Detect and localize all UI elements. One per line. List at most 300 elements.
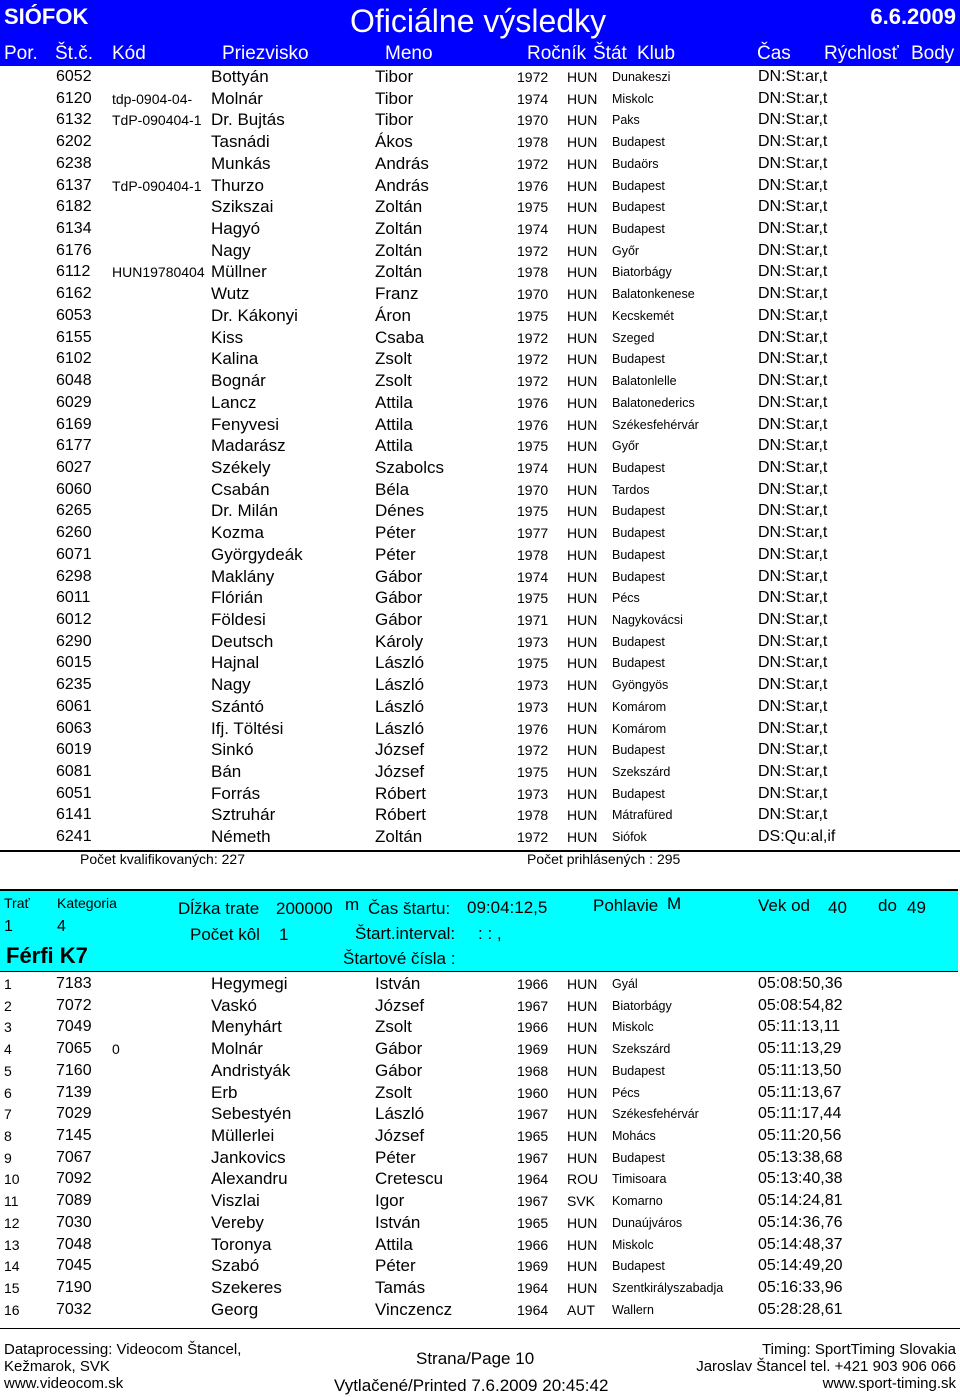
cell-year: 1976: [517, 416, 549, 433]
cell-year: 1972: [517, 155, 549, 172]
cell-club: Biatorbágy: [612, 265, 672, 280]
cell-year: 1978: [517, 546, 549, 563]
cell-year: 1973: [517, 785, 549, 802]
col-stc: Št.č.: [55, 43, 94, 64]
table-row: [0, 370, 960, 392]
cell-surname: Jankovics: [211, 1147, 286, 1167]
cell-stc: 6155: [56, 328, 92, 346]
cell-club: Budapest: [612, 222, 665, 237]
cell-time: 05:11:17,44: [758, 1105, 842, 1123]
table-row: [0, 1255, 960, 1277]
cell-stc: 6290: [56, 632, 92, 650]
cell-time: DN:St:ar,t: [758, 545, 828, 563]
cell-club: Komárom: [612, 699, 667, 714]
table-row: [0, 392, 960, 414]
table-row: [0, 153, 960, 175]
cell-surname: Dr. Bujtás: [211, 110, 285, 130]
cell-club: Székesfehérvár: [612, 417, 699, 432]
cell-country: HUN: [567, 1019, 598, 1036]
cell-year: 1974: [517, 568, 549, 585]
cell-year: 1976: [517, 177, 549, 194]
table-row: [0, 305, 960, 327]
cell-time: DN:St:ar,t: [758, 632, 828, 650]
cell-country: HUN: [567, 1106, 598, 1123]
cell-country: HUN: [567, 90, 598, 107]
cell-year: 1975: [517, 655, 549, 672]
cell-time: DN:St:ar,t: [758, 350, 828, 368]
cell-time: 05:16:33,96: [758, 1279, 843, 1297]
cell-stc: 6176: [56, 241, 92, 259]
table-row: [0, 479, 960, 501]
trat-label: Trať: [4, 895, 30, 911]
cell-stc: 6120: [56, 89, 92, 107]
cell-stc: 6019: [56, 741, 92, 759]
cell-first: Zoltán: [375, 219, 423, 239]
qualified-count: Počet kvalifikovaných: 227: [80, 851, 245, 867]
cell-stc: 6081: [56, 763, 92, 781]
table-row: [0, 131, 960, 153]
cell-country: HUN: [567, 829, 598, 846]
cell-first: Dénes: [375, 501, 425, 521]
cell-time: 05:11:13,67: [758, 1083, 842, 1101]
pohlavie-value: M: [667, 894, 682, 913]
cell-first: Róbert: [375, 783, 427, 803]
cell-por: 11: [4, 1193, 19, 1210]
cell-stc: 6063: [56, 719, 92, 737]
dlzka-unit: m: [345, 895, 360, 914]
cell-kod: HUN19780404: [112, 264, 205, 281]
cell-club: Budapest: [612, 743, 665, 758]
vek-do-label: do: [878, 896, 897, 915]
cell-first: Zsolt: [375, 1082, 412, 1102]
cell-country: HUN: [567, 438, 598, 455]
cell-year: 1972: [517, 69, 549, 85]
cell-country: HUN: [567, 677, 598, 694]
cell-country: HUN: [567, 698, 598, 715]
cell-country: HUN: [567, 221, 598, 238]
cell-surname: Hegymegi: [211, 974, 288, 993]
cell-club: Szekszárd: [612, 1042, 671, 1057]
footer-contact: Jaroslav Štancel tel. +421 903 906 066: [696, 1358, 956, 1375]
cell-time: DN:St:ar,t: [758, 697, 828, 715]
cell-year: 1975: [517, 307, 549, 324]
table-row: [0, 1234, 960, 1256]
cell-time: DN:St:ar,t: [758, 480, 828, 498]
cell-first: Péter: [375, 544, 416, 564]
col-stat: Štát: [593, 43, 627, 64]
page-number: Strana/Page 10: [416, 1349, 535, 1368]
cell-time: DN:St:ar,t: [758, 372, 828, 390]
cell-first: Attila: [375, 414, 413, 434]
cell-first: Tibor: [375, 67, 414, 86]
col-meno: Meno: [385, 43, 433, 64]
cell-club: Budapest: [612, 656, 665, 671]
cell-club: Mohács: [612, 1129, 656, 1144]
cell-club: Dunakeszi: [612, 70, 671, 84]
table-row: [0, 457, 960, 479]
cell-por: 4: [4, 1041, 12, 1058]
cell-year: 1967: [517, 1106, 549, 1123]
cell-country: HUN: [567, 459, 598, 476]
cell-time: DN:St:ar,t: [758, 524, 828, 542]
cell-time: DN:St:ar,t: [758, 502, 828, 520]
cell-country: HUN: [567, 1214, 598, 1231]
table-row: [0, 739, 960, 761]
cell-stc: 6238: [56, 154, 92, 172]
cell-club: Mátrafüred: [612, 808, 673, 823]
cell-stc: 7049: [56, 1018, 92, 1036]
cell-club: Tardos: [612, 482, 650, 497]
cell-year: 1967: [517, 997, 549, 1014]
cell-year: 1976: [517, 394, 549, 411]
cell-club: Budapest: [612, 786, 665, 801]
table-row: [0, 348, 960, 370]
cell-year: 1964: [517, 1301, 549, 1318]
cell-time: DN:St:ar,t: [758, 719, 828, 737]
cell-time: DN:St:ar,t: [758, 285, 828, 303]
cell-surname: Kalina: [211, 349, 259, 369]
table-row: [0, 544, 960, 566]
cell-stc: 6015: [56, 654, 92, 672]
cell-year: 1967: [517, 1149, 549, 1166]
footer-sporttiming-link[interactable]: www.sport-timing.sk: [822, 1375, 956, 1392]
cell-first: Igor: [375, 1191, 405, 1211]
table-row: [0, 783, 960, 805]
cell-first: Zsolt: [375, 1017, 412, 1037]
table-row: [0, 1016, 960, 1038]
cell-surname: Sebestyén: [211, 1104, 292, 1124]
startove-cisla-label: Štartové čísla :: [343, 949, 456, 968]
table-row: [0, 652, 960, 674]
cell-stc: 6012: [56, 611, 92, 628]
cell-time: DN:St:ar,t: [758, 676, 828, 694]
cell-stc: 6051: [56, 784, 92, 802]
cell-stc: 6011: [56, 589, 91, 607]
footer-videocom-link[interactable]: www.videocom.sk: [4, 1375, 124, 1392]
cell-surname: Flórián: [211, 588, 263, 608]
cell-por: 3: [4, 1019, 12, 1036]
cell-year: 1967: [517, 1193, 549, 1210]
cell-country: HUN: [567, 1041, 598, 1058]
cell-club: Komárom: [612, 721, 667, 736]
cell-first: József: [375, 995, 425, 1015]
registered-count: Počet prihlásených : 295: [527, 851, 681, 867]
table-row: [0, 1168, 960, 1190]
cell-stc: 6027: [56, 458, 92, 476]
cell-surname: Szántó: [211, 696, 264, 716]
cell-por: 5: [4, 1062, 12, 1079]
cell-club: Paks: [612, 113, 640, 128]
cell-time: DN:St:ar,t: [758, 741, 828, 759]
cell-year: 1972: [517, 329, 549, 346]
table-row: [0, 109, 960, 131]
cell-country: HUN: [567, 742, 598, 759]
report-title: Oficiálne výsledky: [350, 3, 607, 39]
cell-first: Franz: [375, 284, 419, 304]
cell-first: István: [375, 974, 421, 993]
cell-surname: Menyhárt: [211, 1017, 282, 1037]
cell-stc: 6048: [56, 372, 92, 390]
category-header: [0, 889, 958, 972]
cell-country: HUN: [567, 568, 598, 585]
cell-club: Budapest: [612, 547, 665, 562]
cell-stc: 7045: [56, 1257, 92, 1275]
table-row: [0, 587, 960, 609]
cell-club: Budapest: [612, 569, 665, 584]
cell-surname: Bottyán: [211, 67, 269, 86]
cell-first: András: [375, 153, 429, 173]
cell-first: László: [375, 718, 425, 738]
cell-club: Komarno: [612, 1194, 663, 1209]
footer-divider: [0, 1328, 960, 1329]
cell-club: Balatonederics: [612, 395, 695, 410]
table-row: [0, 88, 960, 110]
cell-surname: Szekeres: [211, 1278, 282, 1298]
table-row: [0, 1125, 960, 1147]
cell-first: Péter: [375, 1256, 416, 1276]
cell-year: 1966: [517, 1019, 549, 1036]
cell-time: DN:St:ar,t: [758, 198, 828, 216]
cell-first: Zoltán: [375, 262, 423, 282]
cell-surname: Viszlai: [211, 1191, 260, 1211]
cell-year: 1974: [517, 221, 549, 238]
cell-country: HUN: [567, 242, 598, 259]
cell-first: Tibor: [375, 88, 414, 108]
start-interval-label: Štart.interval:: [355, 924, 456, 943]
cell-stc: 6177: [56, 437, 92, 455]
cell-surname: Müllerlei: [211, 1126, 275, 1146]
cell-time: DN:St:ar,t: [758, 763, 828, 781]
col-body: Body: [911, 43, 955, 64]
cell-year: 1976: [517, 720, 549, 737]
table-row: [0, 696, 960, 718]
cell-club: Biatorbágy: [612, 998, 672, 1013]
cell-surname: Sinkó: [211, 740, 254, 760]
table-row: [0, 500, 960, 522]
cell-stc: 7145: [56, 1127, 92, 1145]
cell-club: Siófok: [612, 830, 647, 845]
cell-country: HUN: [567, 199, 598, 216]
cell-stc: 7092: [56, 1170, 92, 1188]
cell-year: 1964: [517, 1280, 549, 1297]
cell-time: DN:St:ar,t: [758, 654, 828, 672]
cell-stc: 6061: [56, 697, 92, 715]
cell-country: HUN: [567, 177, 598, 194]
column-headers: [0, 42, 960, 66]
cell-time: 05:13:38,68: [758, 1148, 843, 1166]
cell-first: Tamás: [375, 1278, 426, 1298]
cell-country: HUN: [567, 807, 598, 824]
cell-club: Budapest: [612, 1150, 665, 1165]
cell-club: Budapest: [612, 504, 665, 519]
cell-surname: Müllner: [211, 262, 267, 282]
cell-year: 1974: [517, 90, 549, 107]
footer-timing: Timing: SportTiming Slovakia: [762, 1341, 956, 1358]
cell-surname: Fenyvesi: [211, 414, 280, 434]
cell-surname: Nagy: [211, 240, 251, 260]
table-row: [0, 718, 960, 740]
cell-time: 05:13:40,38: [758, 1170, 843, 1188]
cell-first: Gábor: [375, 588, 423, 608]
cell-surname: Molnár: [211, 88, 263, 108]
cell-first: András: [375, 175, 429, 195]
cell-first: István: [375, 1212, 421, 1232]
cell-first: Gábor: [375, 610, 423, 629]
cell-por: 8: [4, 1128, 12, 1145]
cell-surname: Bán: [211, 762, 242, 782]
cell-club: Timisoara: [612, 1172, 667, 1187]
cell-year: 1975: [517, 199, 549, 216]
cell-time: 05:11:13,29: [758, 1040, 842, 1058]
cell-first: Attila: [375, 392, 413, 412]
cell-year: 1966: [517, 976, 549, 992]
table-row: [0, 1277, 960, 1299]
col-cas: Čas: [757, 43, 791, 64]
footer-location: Kežmarok, SVK: [4, 1358, 110, 1375]
table-row: [0, 631, 960, 653]
cell-club: Miskolc: [612, 1020, 654, 1035]
report-date: 6.6.2009: [870, 4, 956, 29]
cell-time: 05:14:24,81: [758, 1192, 843, 1210]
cell-year: 1974: [517, 459, 549, 476]
cell-year: 1978: [517, 807, 549, 824]
location-title: SIÓFOK: [4, 4, 89, 29]
cell-year: 1969: [517, 1041, 549, 1058]
cell-surname: Földesi: [211, 610, 266, 629]
vek-do-value: 49: [907, 898, 926, 917]
cell-club: Budapest: [612, 135, 665, 150]
cell-time: DN:St:ar,t: [758, 68, 828, 85]
cell-country: HUN: [567, 1149, 598, 1166]
cell-first: Attila: [375, 1234, 413, 1254]
cell-surname: Kiss: [211, 327, 244, 347]
cell-por: 2: [4, 997, 12, 1014]
cell-time: DN:St:ar,t: [758, 393, 828, 411]
cell-surname: Vaskó: [211, 995, 257, 1015]
cell-time: DN:St:ar,t: [758, 89, 828, 107]
cell-time: DS:Qu:al,if: [758, 828, 836, 846]
cell-surname: Csabán: [211, 479, 270, 499]
kategoria-value: 4: [57, 918, 66, 935]
cell-por: 9: [4, 1149, 12, 1166]
cell-surname: Thurzo: [211, 175, 264, 195]
cell-por: 14: [4, 1258, 20, 1275]
cell-year: 1960: [517, 1084, 549, 1101]
cell-stc: 6235: [56, 676, 92, 694]
cell-time: 05:14:36,76: [758, 1213, 843, 1231]
table-row: [0, 761, 960, 783]
cell-club: Budaörs: [612, 156, 659, 171]
table-row: [0, 1212, 960, 1234]
cell-country: HUN: [567, 525, 598, 542]
cell-surname: Toronya: [211, 1234, 272, 1254]
cell-year: 1964: [517, 1171, 549, 1188]
cell-club: Szentkirályszabadja: [612, 1281, 724, 1296]
cell-first: József: [375, 740, 425, 760]
trat-value: 1: [4, 918, 13, 935]
cell-year: 1973: [517, 677, 549, 694]
cell-surname: Munkás: [211, 153, 271, 173]
cell-stc: 6060: [56, 480, 92, 498]
cell-club: Szekszárd: [612, 765, 671, 780]
table-row: [0, 1103, 960, 1125]
cell-surname: Hajnal: [211, 653, 260, 673]
cell-time: 05:11:20,56: [758, 1127, 842, 1145]
cell-first: Péter: [375, 1147, 416, 1167]
cell-country: AUT: [567, 1301, 595, 1318]
cell-year: 1972: [517, 242, 549, 259]
dlzka-value: 200000: [276, 899, 333, 918]
col-por: Por.: [4, 43, 38, 64]
cell-year: 1973: [517, 633, 549, 650]
cell-time: DN:St:ar,t: [758, 784, 828, 802]
cell-time: DN:St:ar,t: [758, 111, 828, 129]
cell-time: DN:St:ar,t: [758, 241, 828, 259]
cell-stc: 6202: [56, 133, 92, 151]
cell-country: HUN: [567, 307, 598, 324]
cell-year: 1970: [517, 481, 549, 498]
cell-club: Nagykovácsi: [612, 613, 683, 627]
start-interval-value: : : ,: [478, 924, 502, 943]
table-row: [0, 414, 960, 436]
cell-year: 1978: [517, 264, 549, 281]
col-klub: Klub: [637, 43, 676, 64]
cell-club: Budapest: [612, 1063, 665, 1078]
cell-surname: Vereby: [211, 1212, 264, 1232]
cell-year: 1970: [517, 112, 549, 129]
table-row: [0, 1299, 960, 1321]
cell-first: Zsolt: [375, 371, 412, 391]
cell-first: Béla: [375, 479, 410, 499]
pocet-kol-label: Počet kôl: [190, 925, 260, 944]
col-rychlost: Rýchlosť: [824, 43, 899, 64]
cell-kod: 0: [112, 1041, 120, 1058]
table-row: [0, 522, 960, 544]
table-row: [0, 1190, 960, 1212]
table-row: [0, 218, 960, 240]
table-row: [0, 435, 960, 457]
cell-time: DN:St:ar,t: [758, 154, 828, 172]
cell-club: Székesfehérvár: [612, 1107, 699, 1122]
cell-first: László: [375, 675, 425, 695]
cell-club: Győr: [612, 243, 640, 258]
cell-stc: 7032: [56, 1300, 92, 1318]
cell-time: DN:St:ar,t: [758, 306, 828, 324]
cell-first: Attila: [375, 436, 413, 456]
printed-date: Vytlačené/Printed 7.6.2009 20:45:42: [334, 1376, 609, 1395]
pohlavie-label: Pohlavie: [593, 896, 659, 915]
cell-stc: 6182: [56, 198, 92, 216]
cell-stc: 7190: [56, 1279, 92, 1297]
cell-surname: Székely: [211, 457, 271, 477]
cell-stc: 6137: [56, 176, 92, 194]
dlzka-label: Dĺžka trate: [178, 899, 260, 918]
cell-surname: Németh: [211, 827, 271, 847]
table-row: [0, 175, 960, 197]
cell-first: Péter: [375, 523, 416, 543]
table-row: [0, 609, 960, 631]
cell-surname: Ifj. Töltési: [211, 718, 284, 738]
cell-first: Gábor: [375, 566, 423, 586]
cell-country: HUN: [567, 351, 598, 368]
cell-year: 1965: [517, 1214, 549, 1231]
cell-surname: Maklány: [211, 566, 275, 586]
cell-first: Róbert: [375, 805, 427, 825]
cell-country: HUN: [567, 286, 598, 303]
cell-stc: 7030: [56, 1213, 92, 1231]
cell-country: HUN: [567, 1258, 598, 1275]
cell-country: HUN: [567, 633, 598, 650]
